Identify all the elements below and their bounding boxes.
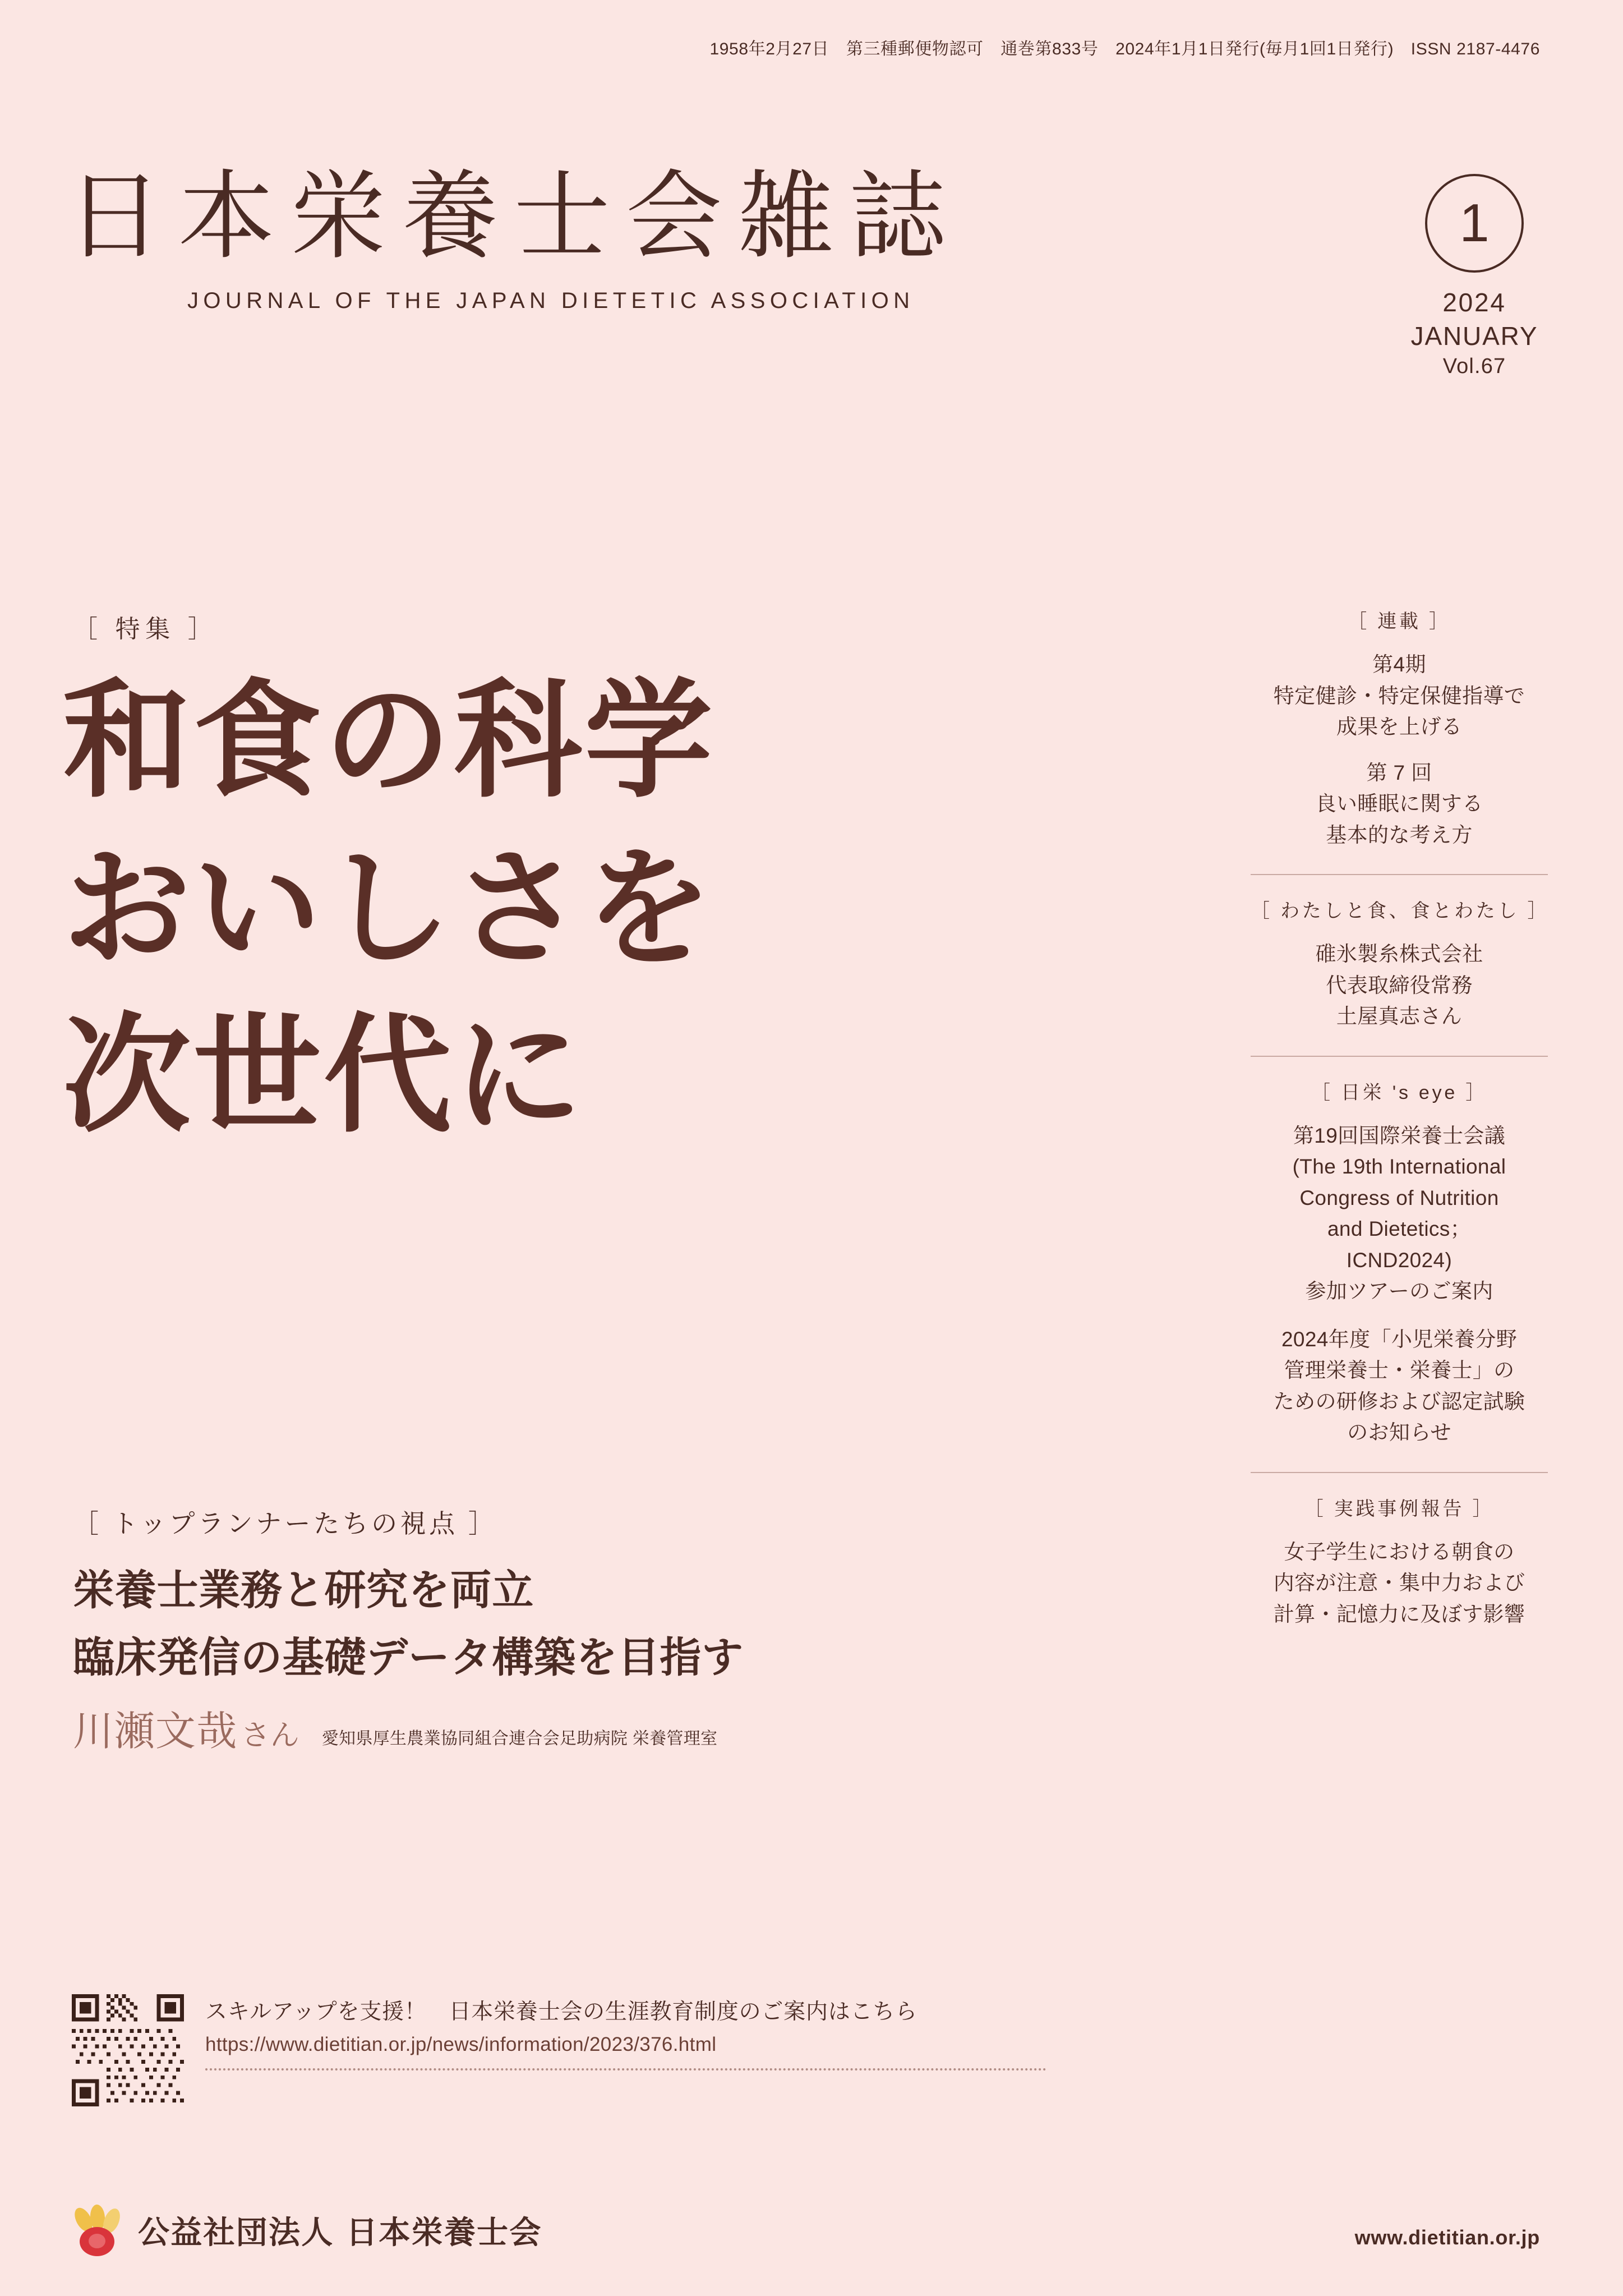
masthead [66, 160, 962, 314]
contents-entry-line: のお知らせ [1347, 1421, 1451, 1444]
feature-tag: ［ 特集 ］ [73, 615, 218, 643]
contents-entry-line: 碓氷製糸株式会社 [1315, 942, 1483, 965]
divider [1251, 874, 1548, 875]
promo-block [72, 1994, 1046, 2106]
contents-entry-line: 第 7 回 [1366, 761, 1432, 784]
top-runner-headline-2: 臨床発信の基礎データ構築を目指す [73, 1634, 744, 1682]
masthead-title-en: JOURNAL OF THE JAPAN DIETETIC ASSOCIATION [187, 288, 915, 313]
divider [1251, 1472, 1548, 1473]
qr-code-icon[interactable] [72, 1994, 184, 2106]
contents-heading: ［ 連載 ］ [1348, 611, 1451, 632]
contents-section-watashi [1251, 895, 1548, 1032]
contents-entry-line: 管理栄養士・栄養士」の [1284, 1359, 1515, 1382]
contents-entry-line: 計算・記憶力に及ぼす影響 [1273, 1602, 1525, 1626]
masthead-title-jp: 日本栄養士会雑誌 [66, 160, 962, 273]
contents-entry-line: ための研修および認定試験 [1273, 1389, 1525, 1413]
contents-heading: ［ わたしと食、食とわたし ］ [1251, 900, 1550, 922]
top-runner-headline-1: 栄養士業務と研究を両立 [73, 1566, 534, 1614]
contents-entry-line: 参加ツアーのご案内 [1305, 1280, 1493, 1303]
contents-entry-line: 成果を上げる [1336, 715, 1463, 738]
contents-heading: ［ 実践事例報告 ］ [1304, 1498, 1495, 1520]
contents-entry [1251, 1120, 1548, 1307]
contents-entry-line: ICND2024) [1346, 1248, 1453, 1272]
contents-entry-line: 内容が注意・集中力および [1273, 1571, 1525, 1594]
contents-entry-line: 女子学生における朝食の [1284, 1540, 1515, 1563]
contents-section-eye [1251, 1077, 1548, 1448]
issue-month: JANUARY [1410, 321, 1538, 351]
contents-heading: ［ 日栄 's eye ］ [1311, 1082, 1487, 1103]
footer-website[interactable]: www.dietitian.or.jp [1354, 2226, 1540, 2249]
contents-entry-line: 代表取締役常務 [1326, 973, 1473, 997]
feature-title-line-3: 次世代に [63, 1000, 585, 1151]
footer-logo [72, 2205, 542, 2256]
top-runner-affiliation: 愛知県厚生農業協同組合連合会足助病院 栄養管理室 [321, 1729, 718, 1748]
promo-text [205, 1994, 1046, 2070]
top-runner-name-suffix: さん [241, 1719, 299, 1752]
feature-title [63, 656, 715, 1159]
contents-entry-line: 特定健診・特定保健指導で [1273, 684, 1525, 707]
top-runner-name: 川瀬文哉 [73, 1708, 238, 1755]
top-runner-section [73, 1503, 1026, 1757]
contents-entry [1251, 1536, 1548, 1630]
contents-entry-line: 土屋真志さん [1336, 1005, 1463, 1028]
contents-section-case-report [1251, 1493, 1548, 1630]
contents-entry-line: 良い睡眠に関する [1315, 792, 1483, 815]
contents-section-serial [1251, 606, 1548, 850]
contents-entry-line: 基本的な考え方 [1326, 823, 1473, 846]
promo-url[interactable]: https://www.dietitian.or.jp/news/information/2023/376.html [205, 2033, 717, 2055]
contents-entry [1251, 649, 1548, 743]
promo-headline: スキルアップを支援！ 日本栄養士会の生涯教育制度のご案内はこちら [205, 2000, 917, 2024]
contents-column [1251, 606, 1548, 1644]
contents-entry-line: 第19回国際栄養士会議 [1293, 1124, 1506, 1147]
contents-entry-line: 第4期 [1372, 653, 1426, 676]
top-runner-person [73, 1699, 1026, 1757]
contents-entry [1251, 1324, 1548, 1448]
contents-entry-line: and Dietetics； [1327, 1217, 1472, 1240]
contents-entry-line: (The 19th International [1292, 1155, 1506, 1178]
legal-notice-line: 1958年2月27日 第三種郵便物認可 通巻第833号 2024年1月1日発行(毎月1回1日発行) ISSN 2187-4476 [709, 40, 1540, 58]
issue-year: 2024 [1442, 288, 1506, 317]
contents-entry [1251, 757, 1548, 851]
flower-logo-icon [72, 2205, 123, 2256]
dotted-divider [205, 2068, 1046, 2070]
feature-title-line-2: おいしさを [63, 832, 715, 983]
issue-volume: Vol.67 [1442, 355, 1506, 378]
divider [1251, 1056, 1548, 1057]
organization-name: 公益社団法人 日本栄養士会 [138, 2214, 542, 2251]
issue-number-badge: 1 [1425, 174, 1524, 273]
contents-entry [1251, 938, 1548, 1032]
contents-entry-line: 2024年度「小児栄養分野 [1281, 1327, 1518, 1351]
top-runner-tag: ［ トップランナーたちの視点 ］ [73, 1509, 497, 1538]
contents-entry-line: Congress of Nutrition [1299, 1186, 1499, 1209]
issue-info [1404, 174, 1544, 379]
feature-title-line-1: 和食の科学 [63, 665, 715, 815]
